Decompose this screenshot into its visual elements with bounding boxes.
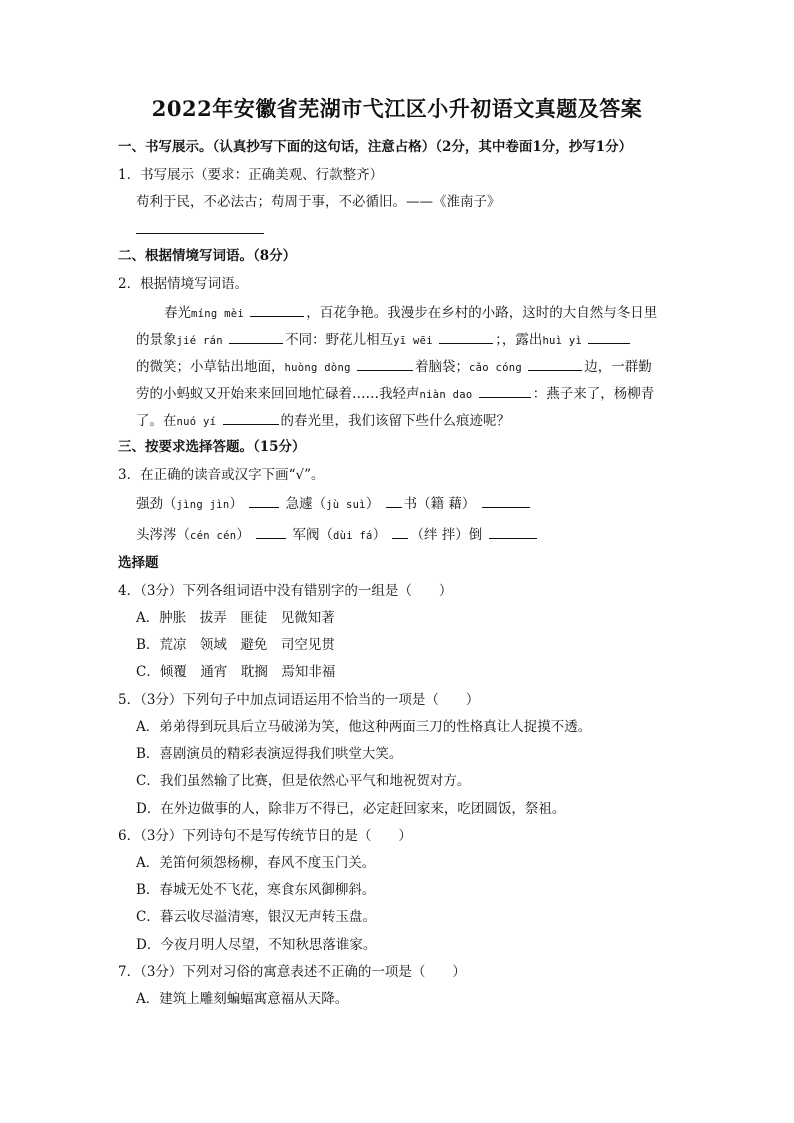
answer-blank[interactable] — [250, 302, 304, 317]
question-1: 1．书写展示（要求：正确美观、行款整齐） — [118, 167, 384, 183]
text: 的春光里，我们该留下些什么痕迹呢？ — [280, 413, 511, 429]
answer-blank[interactable] — [392, 524, 408, 539]
text: ） — [229, 496, 243, 512]
answer-blank[interactable] — [249, 493, 279, 508]
pinyin: jié rán — [176, 335, 223, 347]
question-2: 2．根据情境写词语。 — [118, 276, 249, 292]
text: 的景象 — [136, 332, 177, 348]
pinyin: jù suì — [326, 499, 366, 511]
pinyin: huì yì — [542, 335, 583, 347]
passage-line-2 — [136, 329, 632, 351]
option-d: D．在外边做事的人，除非万不得已，必定赶回家来，吃团圆饭，祭祖。 — [136, 801, 566, 817]
text: 的微笑；小草钻出地面， — [136, 359, 285, 375]
text: 强劲（ — [136, 496, 177, 512]
section-1-heading: 一、书写展示。（认真抄写下面的这句话，注意占格）（2分，其中卷面1分，抄写1分） — [118, 139, 633, 155]
answer-blank[interactable] — [229, 329, 283, 344]
question-6: 6．（3分）下列诗句不是写传统节日的是（ ） — [118, 828, 412, 844]
pinyin: niàn dao — [419, 389, 473, 401]
answer-blank[interactable] — [482, 493, 530, 508]
text: ，百花争艳。我漫步在乡村的小路，这时的大自然与冬日里 — [306, 305, 658, 321]
section-3-heading: 三、按要求选择答题。（15分） — [118, 439, 306, 455]
text: （绊 拌）倒 — [410, 527, 483, 543]
text: ） — [372, 527, 387, 543]
text: 书（籍 藉） — [403, 496, 476, 512]
text: 了。在 — [136, 413, 177, 429]
option-c: C．暮云收尽溢清寒，银汉无声转玉盘。 — [136, 909, 376, 925]
pinyin: yī wēi — [393, 335, 433, 347]
option-a: A．羌笛何须怨杨柳，春风不度玉门关。 — [136, 855, 376, 871]
option-c: C．我们虽然输了比赛，但是依然心平气和地祝贺对方。 — [136, 773, 471, 789]
pinyin: dùi fá — [332, 530, 373, 542]
text: ：燕子来了，杨柳青 — [532, 386, 655, 402]
page-title: 2022年安徽省芜湖市弋江区小升初语文真题及答案 — [151, 96, 643, 121]
text: 春光 — [164, 305, 191, 321]
pinyin: cǎo cóng — [469, 362, 522, 374]
handwriting-line — [136, 233, 264, 234]
pinyin: míng mèi — [191, 308, 244, 320]
text: 着脑袋； — [415, 359, 470, 375]
choice-row-1 — [136, 493, 532, 515]
option-c: C．倾覆 通宵 耽搁 焉知非福 — [136, 664, 336, 680]
text: 军阀（ — [292, 527, 333, 543]
pinyin: jìng jìn — [176, 499, 230, 511]
text: ） — [365, 496, 380, 512]
question-5: 5．（3分）下列句子中加点词语运用不恰当的一项是（ ） — [118, 692, 480, 708]
text: ；，露出 — [495, 332, 543, 348]
passage-line-3 — [136, 356, 652, 378]
answer-blank[interactable] — [528, 356, 582, 371]
option-a: A．肿胀 拔弄 匪徒 见微知著 — [136, 610, 335, 626]
choice-row-2 — [136, 524, 539, 546]
answer-blank[interactable] — [439, 329, 493, 344]
option-b: B．春城无处不飞花，寒食东风御柳斜。 — [136, 882, 376, 898]
question-4: 4．（3分）下列各组词语中没有错别字的一组是（ ） — [118, 583, 453, 599]
option-a: A．建筑上雕刻蝙蝠寓意福从天降。 — [136, 991, 349, 1007]
option-d: D．今夜月明人尽望，不知秋思落谁家。 — [136, 937, 377, 953]
question-3: 3．在正确的读音或汉字下画“√”。 — [118, 467, 325, 483]
subsection-heading: 选择题 — [118, 555, 159, 571]
answer-blank[interactable] — [256, 524, 286, 539]
passage-line-5 — [136, 410, 510, 432]
pinyin: cén cén — [190, 530, 237, 542]
text: 急遽（ — [285, 496, 327, 512]
answer-blank[interactable] — [588, 329, 630, 344]
pinyin: nuó yí — [176, 416, 217, 428]
answer-blank[interactable] — [357, 356, 413, 371]
passage-line-1 — [164, 302, 657, 324]
answer-blank[interactable] — [489, 524, 537, 539]
text: 劳的小蚂蚁又开始来来回回地忙碌着……我轻声 — [136, 386, 420, 402]
question-7: 7．（3分）下列对习俗的寓意表述不正确的一项是（ ） — [118, 964, 466, 980]
option-a: A．弟弟得到玩具后立马破涕为笑，他这种两面三刀的性格真让人捉摸不透。 — [136, 719, 592, 735]
text: 头涔涔（ — [136, 527, 190, 543]
text: 边，一群勤 — [584, 359, 652, 375]
answer-blank[interactable] — [223, 410, 279, 425]
text: ） — [236, 527, 250, 543]
answer-blank[interactable] — [479, 383, 531, 398]
quote-text: 苟利于民，不必法古；苟周于事，不必循旧。——《淮南子》 — [136, 194, 501, 210]
pinyin: huòng dòng — [284, 362, 351, 374]
option-b: B．喜剧演员的精彩表演逗得我们哄堂大笑。 — [136, 746, 403, 762]
text: 不同：野花儿相互 — [285, 332, 394, 348]
option-b: B．荒凉 领域 避免 司空见贯 — [136, 637, 335, 653]
answer-blank[interactable] — [386, 493, 402, 508]
passage-line-4 — [136, 383, 654, 405]
section-2-heading: 二、根据情境写词语。（8分） — [118, 248, 297, 264]
